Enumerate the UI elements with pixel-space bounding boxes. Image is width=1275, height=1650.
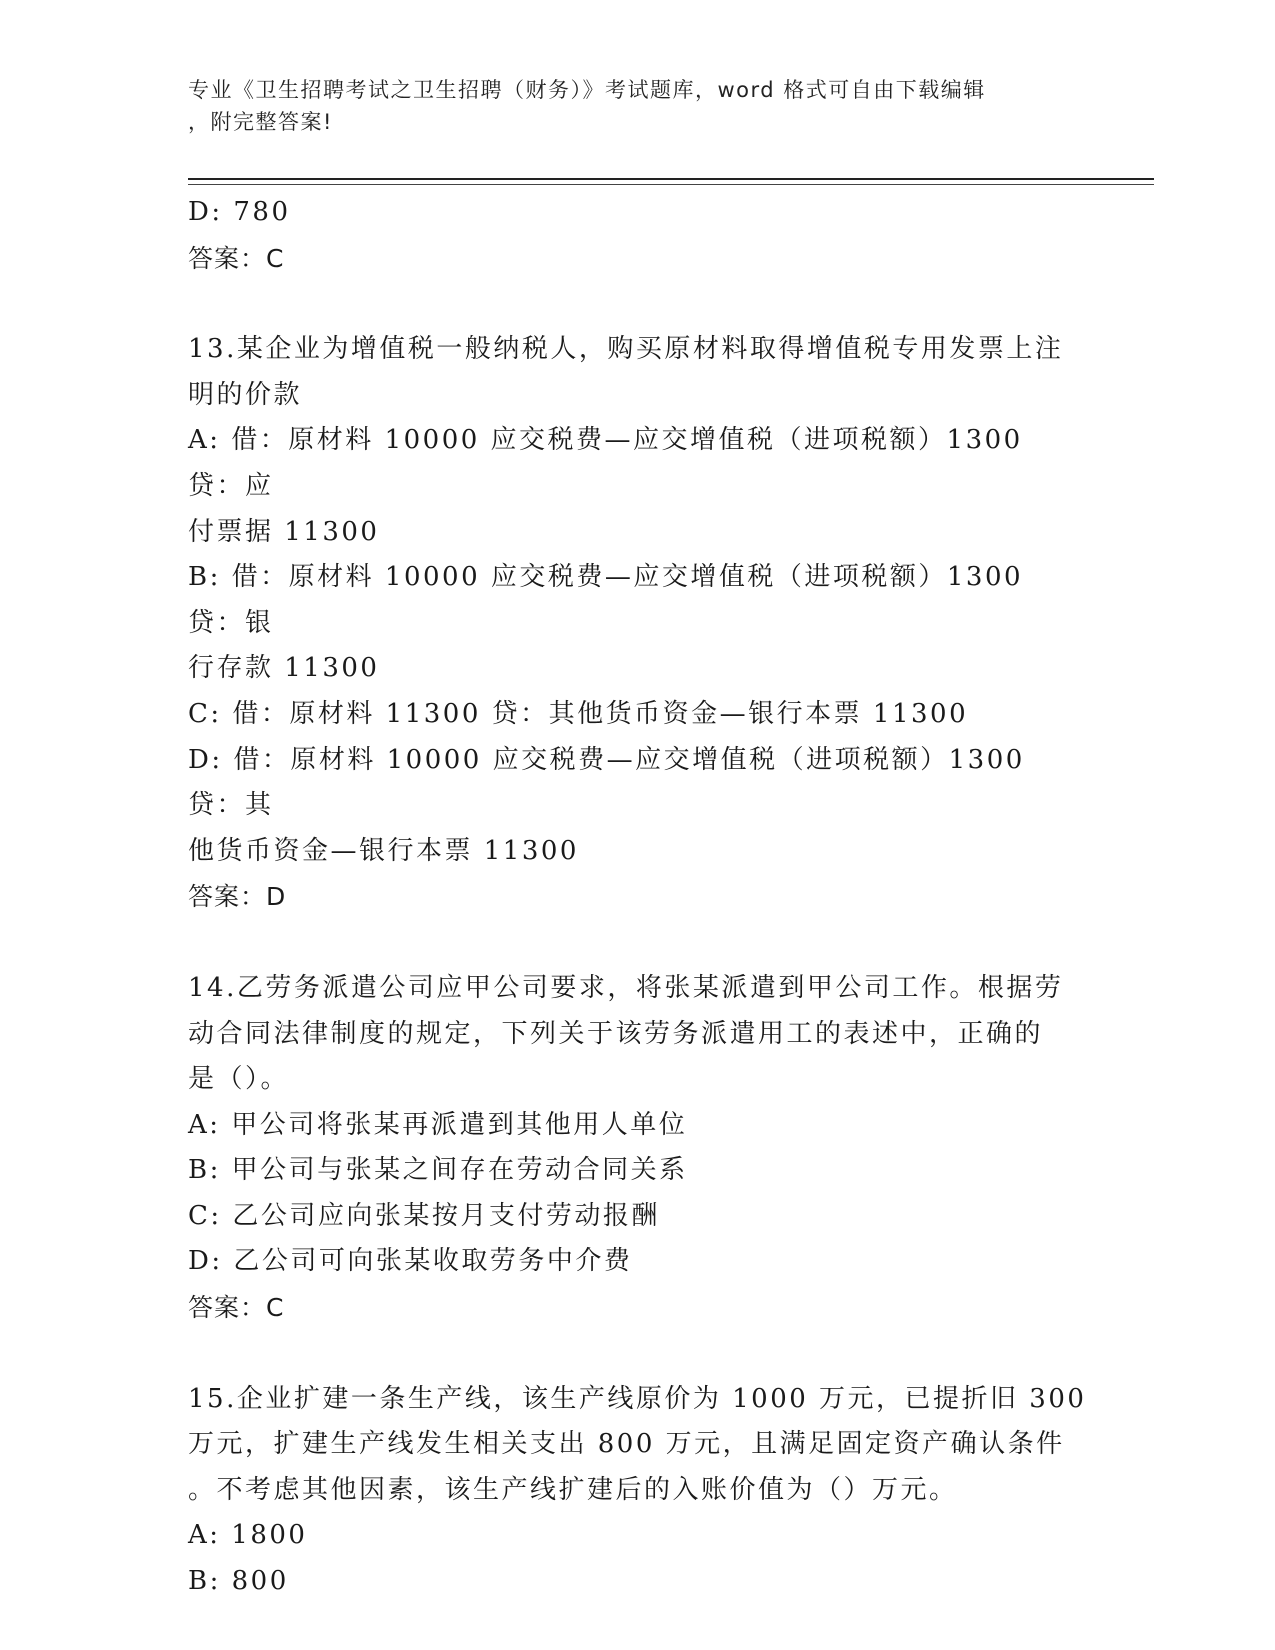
header-divider-thin xyxy=(188,184,1154,185)
header-divider-thick xyxy=(188,178,1154,180)
q14-stem-line-2: 动合同法律制度的规定，下列关于该劳务派遣用工的表述中，正确的 xyxy=(188,1018,1044,1049)
q13-option-d-line-1: D: 借：原材料 10000 应交税费—应交增值税（进项税额）1300 贷：其 xyxy=(188,744,1025,821)
spacer xyxy=(188,1331,1088,1377)
q15-stem-line-3: 。不考虑其他因素，该生产线扩建后的入账价值为（）万元。 xyxy=(188,1474,958,1505)
document-body xyxy=(188,190,1088,1605)
q14-option-c: C: 乙公司应向张某按月支付劳动报酬 xyxy=(188,1200,660,1231)
question-14 xyxy=(188,966,1088,1331)
q13-option-b-line-1: B: 借：原材料 10000 应交税费—应交增值税（进项税额）1300 贷：银 xyxy=(188,562,1024,638)
q14-option-b: B: 甲公司与张某之间存在劳动合同关系 xyxy=(188,1155,688,1186)
question-13 xyxy=(188,327,1088,920)
q13-option-c: C: 借：原材料 11300 贷：其他货币资金—银行本票 11300 xyxy=(188,698,969,729)
q13-answer: 答案：D xyxy=(188,882,287,912)
q13-stem-line-2: 明的价款 xyxy=(188,379,303,410)
q15-stem-line-1: 15.企业扩建一条生产线，该生产线原价为 1000 万元，已提折旧 300 xyxy=(188,1383,1087,1414)
q14-stem-line-1: 14.乙劳务派遣公司应甲公司要求，将张某派遣到甲公司工作。根据劳 xyxy=(188,972,1064,1003)
q15-option-b: B: 800 xyxy=(188,1566,289,1597)
q14-answer: 答案：C xyxy=(188,1293,285,1323)
spacer xyxy=(188,920,1088,966)
q14-stem-line-3: 是（）。 xyxy=(188,1064,290,1095)
q13-stem-line-1: 13.某企业为增值税一般纳税人，购买原材料取得增值税专用发票上注 xyxy=(188,334,1064,365)
spacer xyxy=(188,281,1088,327)
document-header xyxy=(188,74,1068,138)
question-15 xyxy=(188,1377,1088,1605)
q12-answer: 答案：C xyxy=(188,243,285,273)
q13-option-d-line-2: 他货币资金—银行本票 11300 xyxy=(188,835,579,866)
header-line-1: 专业《卫生招聘考试之卫生招聘（财务）》考试题库，word 格式可自由下载编辑 xyxy=(188,78,986,102)
q14-option-d: D: 乙公司可向张某收取劳务中介费 xyxy=(188,1246,633,1277)
q15-stem-line-2: 万元，扩建生产线发生相关支出 800 万元，且满足固定资产确认条件 xyxy=(188,1429,1065,1460)
q15-option-a: A: 1800 xyxy=(188,1520,308,1551)
q13-option-a-line-2: 付票据 11300 xyxy=(188,516,380,547)
header-line-2: ，附完整答案! xyxy=(188,110,333,134)
q13-option-a-line-1: A: 借：原材料 10000 应交税费—应交增值税（进项税额）1300 贷：应 xyxy=(188,425,1023,501)
q12-option-d: D: 780 xyxy=(188,197,291,227)
q14-option-a: A: 甲公司将张某再派遣到其他用人单位 xyxy=(188,1109,688,1140)
question-12-tail xyxy=(188,190,1088,281)
q13-option-b-line-2: 行存款 11300 xyxy=(188,653,380,684)
